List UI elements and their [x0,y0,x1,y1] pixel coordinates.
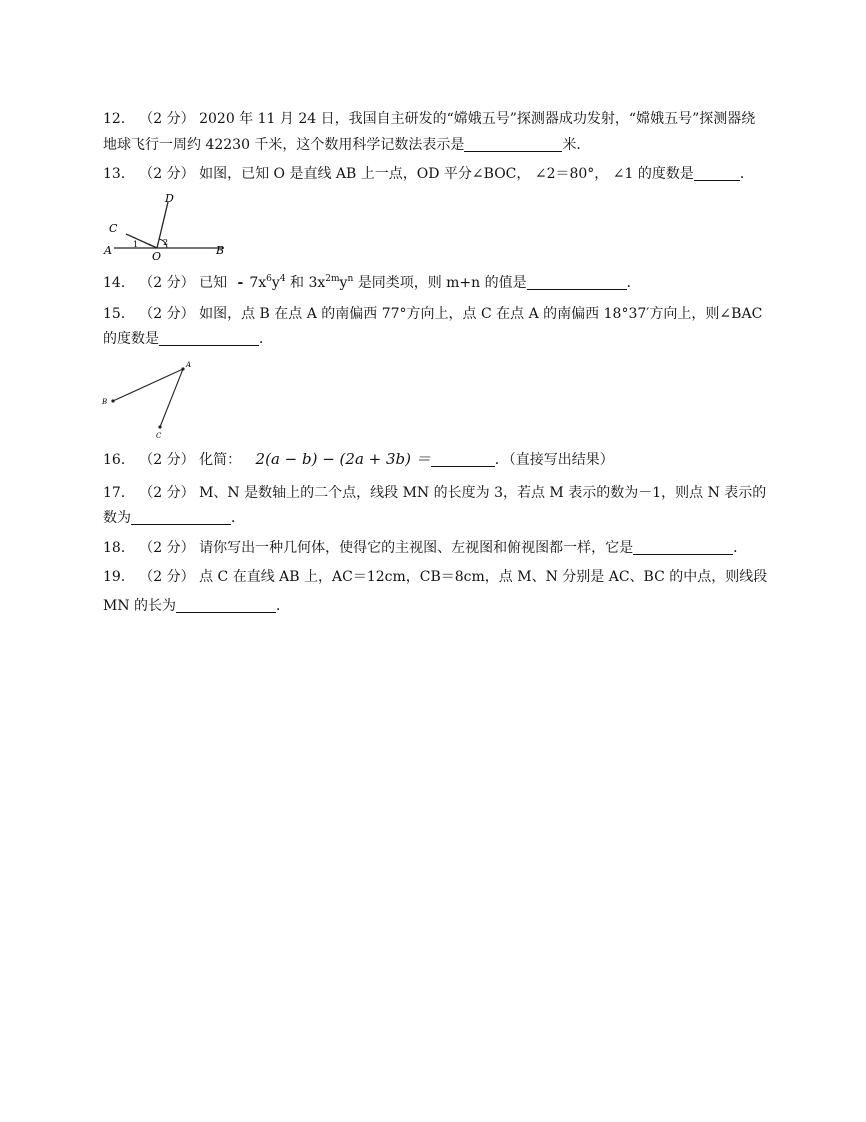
point-a [181,367,184,370]
question-15-line-2 [103,330,273,348]
question-number: 13． [103,166,135,182]
question-text: 2020 年 11 月 24 日，我国自主研发的“嫦娥五号”探测器成功发射，“嫦娥五号”探测器绕 [199,111,756,127]
variable: y [271,275,280,291]
answer-blank[interactable] [633,540,733,555]
question-text: 地球飞行一周约 42230 千米，这个数用科学记数法表示是 [103,137,465,153]
label-c: C [109,222,118,235]
variable: y [339,275,348,291]
question-text: ． [259,331,273,347]
question-number: 18． [103,540,135,556]
label-b: B [216,244,225,257]
question-17-line-1 [103,484,766,502]
question-score: （2 分） [139,111,195,127]
label-angle-1: 1 [133,240,139,249]
label-o: O [152,250,162,260]
answer-blank[interactable] [431,452,495,467]
question-text: M、N 是数轴上的二个点，线段 MN 的长度为 3，若点 M 表示的数为－1，则点 N 表示的 [199,485,767,501]
question-number: 15． [103,306,135,322]
question-text: 化简： [199,452,242,468]
question-score: （2 分） [139,306,195,322]
ray-oc [126,234,157,248]
question-text: 和 3x [285,275,326,291]
question-text: 请你写出一种几何体，使得它的主视图、左视图和俯视图都一样，它是 [199,540,634,556]
question-text: 米． [562,137,591,153]
label-d: D [165,192,174,205]
exponent: 2m [325,274,340,284]
answer-blank[interactable] [131,510,231,525]
question-text: ． [276,598,291,614]
question-text: 如图，点 B 在点 A 的南偏西 77°方向上，点 C 在点 A 的南偏西 18°37′方向上，则∠BAC [199,306,763,322]
label-a: A [104,244,112,257]
answer-blank[interactable] [176,598,276,613]
answer-blank[interactable] [694,166,740,181]
question-number: 14． [103,275,135,291]
question-12-line-1 [103,110,755,128]
question-score: （2 分） [139,540,195,556]
question-14-line-1 [103,274,641,292]
question-15-line-1 [103,305,762,323]
label-c: C [156,432,162,440]
minus-sign: - [237,275,244,291]
question-text: 点 C 在直线 AB 上，AC＝12cm，CB＝8cm，点 M、N 分别是 AC、BC 的中点，则线段 [199,569,768,585]
answer-blank[interactable] [159,331,259,346]
question-number: 19． [103,569,135,585]
question-score: （2 分） [139,452,195,468]
question-19-line-1 [103,568,767,586]
question-text: 已知 [199,275,232,291]
label-a: A [186,361,192,369]
question-16-line-1 [103,450,614,469]
monomial-1-base: 7x [249,275,267,291]
answer-blank[interactable] [527,275,627,290]
question-text: ．（直接写出结果） [494,452,614,468]
point-c [158,425,161,428]
label-b: B [102,398,108,406]
direction-figure-q15 [98,358,202,440]
exponent: 6 [266,274,272,284]
question-18-line-1 [103,539,747,557]
label-angle-2: 2 [163,238,169,247]
angle-figure-q13 [100,190,240,260]
question-12-line-2 [103,136,590,154]
exponent: n [347,274,354,284]
question-number: 17． [103,485,135,501]
question-text: ． [739,166,754,182]
expression: 2(a − b) − (2a + 3b) ＝ [255,450,431,468]
question-text: 如图，已知 O 是直线 AB 上一点，OD 平分∠BOC， ∠2＝80°， ∠1 的度数是 [199,166,694,182]
question-17-line-2 [103,509,245,527]
question-text: MN 的长为 [103,598,177,614]
question-13-line-1 [103,165,754,183]
question-score: （2 分） [139,166,195,182]
question-19-line-2 [103,597,290,615]
question-score: （2 分） [139,275,195,291]
question-text: ． [626,275,641,291]
question-text: ． [231,510,245,526]
question-text: 数为 [103,510,131,526]
answer-blank[interactable] [464,137,562,152]
question-text: 是同类项，则 m+n 的值是 [353,275,527,291]
question-score: （2 分） [139,485,195,501]
exponent: 4 [279,274,286,284]
question-score: （2 分） [139,569,195,585]
question-text: ． [733,540,748,556]
question-text: 的度数是 [103,331,159,347]
point-b [111,399,114,402]
question-number: 12． [103,111,135,127]
monomial-1 [232,275,286,291]
question-number: 16． [103,452,135,468]
